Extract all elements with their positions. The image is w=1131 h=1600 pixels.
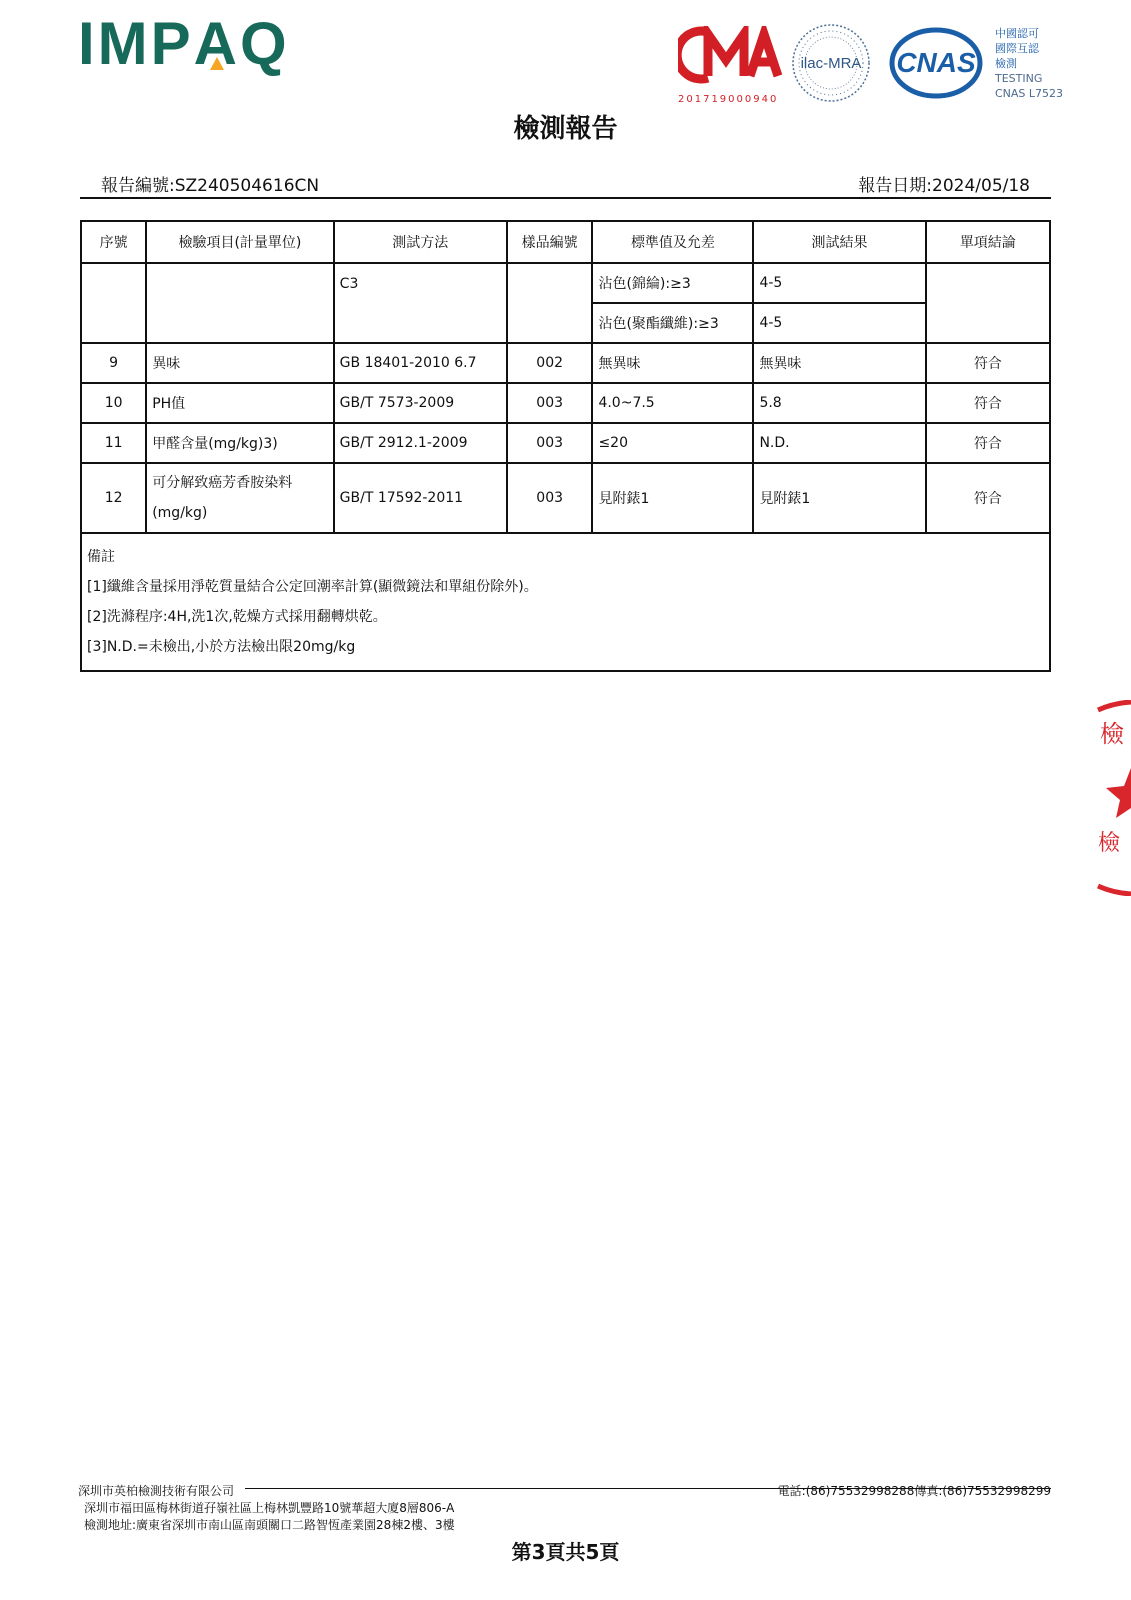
header-result: 測試結果	[753, 221, 925, 263]
table-row	[81, 463, 1050, 533]
cell-sample	[507, 263, 593, 343]
header-no: 序號	[81, 221, 146, 263]
cnas-line-3: 檢測	[995, 57, 1017, 70]
cell-result: N.D.	[753, 423, 925, 463]
report-title: 檢測報告	[513, 114, 618, 144]
cnas-logo	[888, 26, 990, 104]
header-method: 測試方法	[334, 221, 507, 263]
table-row	[81, 263, 1050, 303]
table-row	[81, 383, 1050, 423]
seal-char-top: 檢	[1100, 720, 1124, 748]
cell-result: 4-5	[753, 263, 925, 303]
cell-conclusion: 符合	[926, 343, 1050, 383]
cell-standard: 沾色(錦綸):≥3	[592, 263, 753, 303]
cell-item: PH值	[146, 383, 333, 423]
footer-address: 深圳市福田區梅林街道孖嶺社區上梅林凱豐路10號華超大廈8層806-A	[84, 1501, 455, 1515]
cell-result: 4-5	[753, 303, 925, 343]
cnas-accreditation-text	[995, 26, 1063, 101]
cell-no	[81, 263, 146, 343]
cell-sample: 003	[507, 383, 593, 423]
note-3: [3]N.D.=未檢出,小於方法檢出限20mg/kg	[87, 639, 356, 655]
cell-method: GB/T 2912.1-2009	[334, 423, 507, 463]
cell-item	[146, 463, 333, 533]
cma-mark	[678, 26, 782, 93]
cell-no: 11	[81, 423, 146, 463]
report-date: 報告日期:2024/05/18	[858, 176, 1030, 196]
cell-standard: 沾色(聚酯纖維):≥3	[592, 303, 753, 343]
cell-item: 甲醛含量(mg/kg)3)	[146, 423, 333, 463]
cma-number: 201719000940	[678, 94, 779, 105]
cell-conclusion: 符合	[926, 423, 1050, 463]
ilac-text: ilac-MRA	[800, 55, 862, 72]
header-standard: 標準值及允差	[592, 221, 753, 263]
cnas-line-5: CNAS L7523	[995, 87, 1064, 100]
cell-method: C3	[334, 263, 507, 343]
impaq-logo: IMPA Q	[78, 10, 290, 77]
notes-title: 備註	[87, 549, 115, 565]
cell-standard: 見附錶1	[592, 463, 753, 533]
result-table	[80, 220, 1051, 672]
cell-standard: ≤20	[592, 423, 753, 463]
seal-stamp	[1096, 700, 1131, 896]
logo-accent-triangle	[210, 57, 224, 70]
cell-conclusion	[926, 263, 1050, 343]
cell-result: 見附錶1	[753, 463, 925, 533]
ilac-mra-logo	[790, 22, 872, 108]
cell-method: GB 18401-2010 6.7	[334, 343, 507, 383]
cell-item	[146, 263, 333, 343]
cnas-line-1: 中國認可	[995, 27, 1039, 40]
cnas-text: CNAS	[896, 47, 976, 78]
note-1: [1]纖維含量採用淨乾質量結合公定回潮率計算(顯微鏡法和單組份除外)。	[87, 579, 538, 595]
notes-row	[81, 533, 1050, 671]
seal-char-bottom: 檢	[1098, 831, 1121, 856]
header-item: 檢驗項目(計量單位)	[146, 221, 333, 263]
page-number: 第3頁共5頁	[511, 1540, 620, 1564]
cell-no: 9	[81, 343, 146, 383]
cell-no: 10	[81, 383, 146, 423]
cell-sample: 003	[507, 463, 593, 533]
header-divider	[80, 197, 1051, 199]
cell-conclusion: 符合	[926, 383, 1050, 423]
footer-lab-address: 檢測地址:廣東省深圳市南山區南頭關口二路智恆產業園28棟2樓、3樓	[84, 1518, 455, 1532]
cell-item-line-1: 可分解致癌芳香胺染料	[152, 475, 293, 491]
cell-result: 無異味	[753, 343, 925, 383]
cell-sample: 003	[507, 423, 593, 463]
cnas-line-4: TESTING	[995, 72, 1043, 85]
notes-cell	[81, 533, 1050, 671]
note-2: [2]洗滌程序:4H,洗1次,乾燥方式採用翻轉烘乾。	[87, 609, 387, 625]
cell-item-line-2: (mg/kg)	[152, 505, 208, 521]
table-row	[81, 423, 1050, 463]
cell-sample: 002	[507, 343, 593, 383]
cma-logo	[678, 26, 782, 105]
cell-no: 12	[81, 463, 146, 533]
report-number: 報告編號:SZ240504616CN	[101, 176, 320, 196]
table-header-row	[81, 221, 1050, 263]
header-conclusion: 單項結論	[926, 221, 1050, 263]
cell-result: 5.8	[753, 383, 925, 423]
cell-standard: 無異味	[592, 343, 753, 383]
cell-standard: 4.0~7.5	[592, 383, 753, 423]
footer-company: 深圳市英柏檢測技術有限公司	[78, 1484, 235, 1498]
table-row	[81, 343, 1050, 383]
cell-item: 異味	[146, 343, 333, 383]
footer-phone: 電話:(86)75532998288傳真:(86)75532998299	[777, 1484, 1051, 1498]
header-sample: 樣品編號	[507, 221, 593, 263]
cnas-line-2: 國際互認	[995, 42, 1039, 55]
cell-conclusion: 符合	[926, 463, 1050, 533]
cell-method: GB/T 7573-2009	[334, 383, 507, 423]
cell-method: GB/T 17592-2011	[334, 463, 507, 533]
